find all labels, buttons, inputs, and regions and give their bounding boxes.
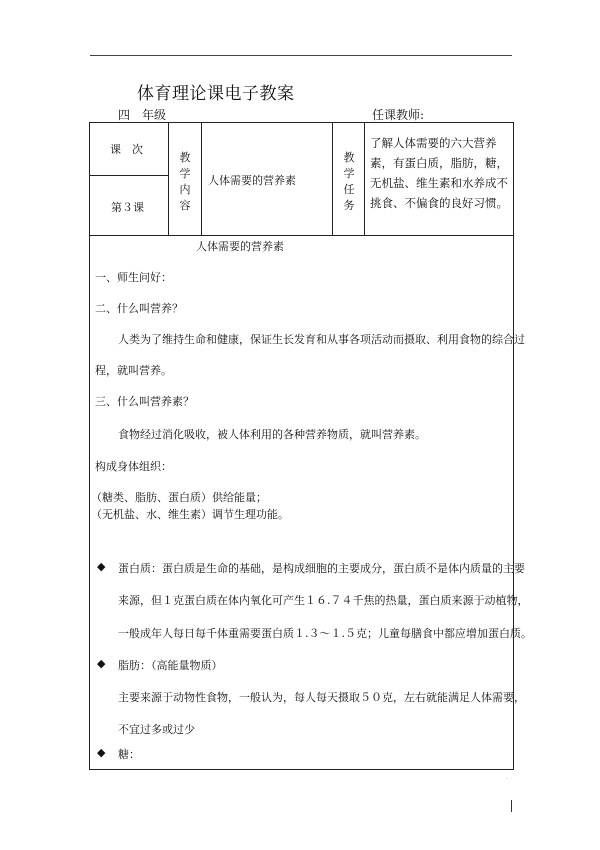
bullet-icon: ◆	[97, 746, 106, 759]
footer-dot: ·	[506, 776, 508, 783]
teacher-label: 任课教师:	[372, 108, 425, 122]
task-label: 教 学 任 务	[343, 151, 355, 212]
paragraph: 程，就叫营养。	[95, 364, 172, 377]
bullet-icon: ◆	[97, 560, 106, 573]
paragraph: 人类为了维持生命和健康，保证生长发育和从事各项活动而摄取、利用食物的综合过	[118, 333, 525, 346]
table-divider	[89, 235, 514, 236]
lesson-number-value: 第３课	[111, 201, 144, 214]
paragraph: 不宜过多或过少	[118, 723, 195, 736]
bullet-icon: ◆	[97, 657, 106, 670]
section-title: 人体需要的营养素	[196, 240, 284, 253]
paragraph: 构成身体组织：	[95, 460, 172, 473]
heading-nutrients: 三、什么叫营养素？	[95, 395, 194, 408]
lesson-number-label: 课 次	[110, 143, 143, 156]
table-divider	[89, 175, 169, 176]
content-value: 人体需要的营养素	[208, 174, 296, 187]
header-rule	[90, 55, 512, 56]
paragraph: （无机盐、水、维生素）调节生理功能。	[91, 508, 289, 521]
paragraph: 食物经过消化吸收，被人体利用的各种营养物质，就叫营养素。	[118, 428, 426, 441]
page-mark	[511, 800, 512, 812]
table-divider	[168, 122, 169, 235]
paragraph: 糖：	[118, 748, 140, 761]
table-divider	[364, 122, 365, 235]
heading-nutrition: 二、什么叫营养？	[95, 302, 183, 315]
grade-label: 四 年级	[118, 108, 167, 122]
heading-greeting: 一、师生问好：	[95, 271, 172, 284]
paragraph: 主要来源于动物性食物，一般认为，每人每天摄取５０克，左右就能满足人体需要，	[118, 691, 525, 704]
table-divider	[332, 122, 333, 235]
paragraph: 脂肪：（高能量物质）	[118, 659, 223, 672]
paragraph: 蛋白质：蛋白质是生命的基础，是构成细胞的主要成分，蛋白质不是体内质量的主要	[118, 562, 525, 575]
paragraph: 来源，但１克蛋白质在体内氧化可产生１６.７４千焦的热量，蛋白质来源于动植物，	[118, 594, 529, 607]
document-title: 体育理论课电子教案	[137, 84, 295, 104]
content-label: 教 学 内 容	[179, 151, 191, 212]
task-value: 了解人体需要的六大营养素，有蛋白质，脂肪，糖，无机盐、维生素和水养成不挑食、不偏食的良好习惯。	[370, 136, 508, 210]
table-divider	[201, 122, 202, 235]
paragraph: 一般成年人每日每千体重需要蛋白质１.３～１.５克；儿童每膳食中都应增加蛋白质。	[118, 627, 532, 640]
paragraph: （糖类、脂肪、蛋白质）供给能量；	[91, 491, 267, 504]
